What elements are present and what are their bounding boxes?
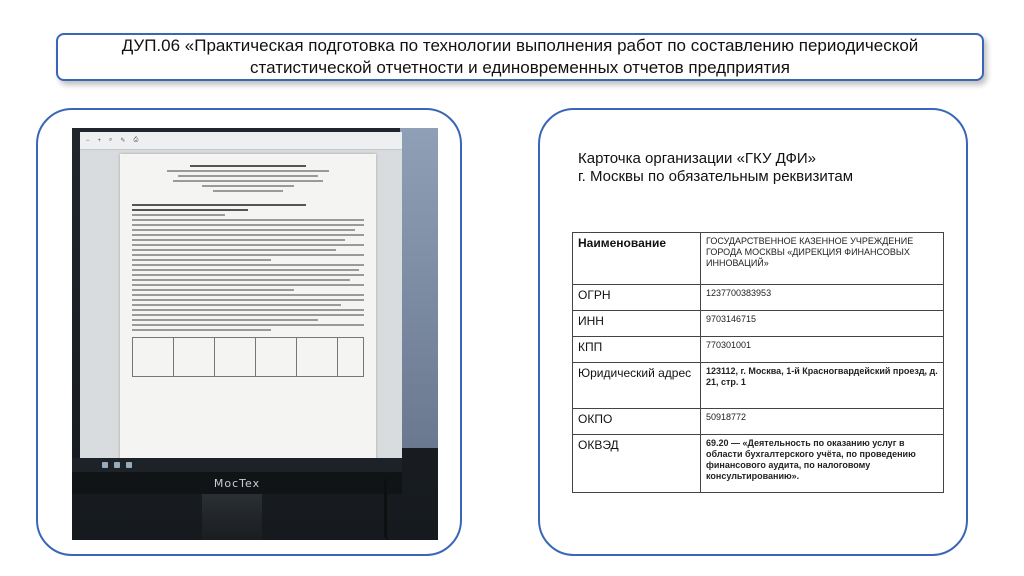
requisite-key: ИНН	[573, 311, 701, 337]
plus-icon: +	[97, 137, 102, 144]
minus-icon: −	[86, 137, 90, 144]
requisite-key: Наименование	[573, 233, 701, 285]
monitor-brand-logo: MocTex	[213, 476, 261, 490]
monitor-bezel	[72, 472, 402, 494]
draw-icon: ✎	[120, 138, 126, 144]
requisite-value: 9703146715	[701, 311, 944, 337]
organization-heading	[578, 150, 918, 186]
print-icon: ⎙	[133, 137, 139, 143]
search-icon: ⌕	[109, 137, 113, 143]
scanned-document	[120, 154, 376, 462]
table-row	[573, 363, 944, 409]
monitor-stand	[202, 494, 262, 540]
viewer-toolbar	[80, 132, 402, 150]
slide-title: ДУП.06 «Практическая подготовка по технологии выполнения работ по составлению периодической статистической отчетности и единовременных отчетов предприятия	[121, 36, 919, 77]
organization-heading-line2: г. Москвы по обязательным реквизитам	[578, 168, 854, 185]
requisite-value: 1237700383953	[701, 285, 944, 311]
table-row	[573, 311, 944, 337]
monitor-cable	[384, 478, 394, 540]
requisites-table	[572, 232, 944, 493]
taskbar	[72, 458, 402, 472]
slide-title-box	[56, 33, 984, 81]
requisite-value: ГОСУДАРСТВЕННОЕ КАЗЕННОЕ УЧРЕЖДЕНИЕ ГОРОДА МОСКВЫ «ДИРЕКЦИЯ ФИНАНСОВЫХ ИННОВАЦИЙ»	[701, 233, 944, 285]
table-row	[573, 233, 944, 285]
requisite-key: ОГРН	[573, 285, 701, 311]
monitor-photo	[72, 128, 438, 540]
taskbar-app-icon	[114, 462, 120, 468]
requisite-key: КПП	[573, 337, 701, 363]
monitor-screen	[80, 132, 402, 462]
requisite-value: 69.20 — «Деятельность по оказанию услуг в области бухгалтерского учёта, по проведению финансового аудита, по налоговому консультированию».	[701, 435, 944, 493]
requisite-key: Юридический адрес	[573, 363, 701, 409]
requisite-key: ОКВЭД	[573, 435, 701, 493]
table-row	[573, 435, 944, 493]
table-row	[573, 337, 944, 363]
table-row	[573, 409, 944, 435]
photo-panel	[36, 108, 462, 556]
requisite-key: ОКПО	[573, 409, 701, 435]
requisite-value: 770301001	[701, 337, 944, 363]
taskbar-app-icon	[126, 462, 132, 468]
organization-panel	[538, 108, 968, 556]
organization-heading-line1: Карточка организации «ГКУ ДФИ»	[578, 150, 817, 167]
document-table	[132, 337, 364, 377]
taskbar-app-icon	[102, 462, 108, 468]
photo-background-wall	[400, 128, 438, 448]
requisite-value: 123112, г. Москва, 1-й Красногвардейский проезд, д. 21, стр. 1	[701, 363, 944, 409]
requisite-value: 50918772	[701, 409, 944, 435]
table-row	[573, 285, 944, 311]
